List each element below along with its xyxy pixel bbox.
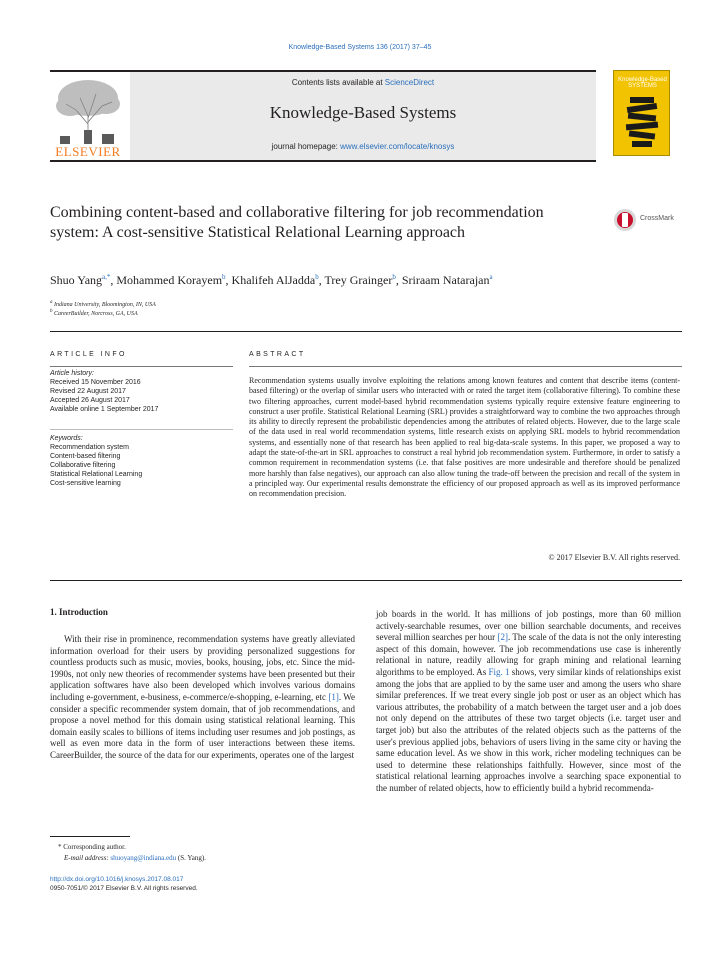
author-name: Sriraam Natarajan <box>401 273 490 287</box>
history-item: Accepted 26 August 2017 <box>50 397 130 404</box>
paragraph <box>376 609 681 795</box>
keyword: Recommendation system <box>50 444 129 451</box>
history-label: Article history: <box>50 370 94 377</box>
email-label: E-mail address: <box>64 854 111 862</box>
divider <box>50 580 682 581</box>
journal-masthead <box>50 70 670 162</box>
contents-prefix: Contents lists available at <box>291 78 385 87</box>
body-column-left <box>50 634 355 762</box>
homepage-link[interactable]: www.elsevier.com/locate/knosys <box>340 142 455 151</box>
keyword: Content-based filtering <box>50 453 121 460</box>
corresponding-author-note: * Corresponding author. <box>58 843 126 851</box>
figure-link[interactable]: Fig. 1 <box>488 666 510 677</box>
keyword: Collaborative filtering <box>50 462 116 469</box>
author-affiliation-mark[interactable]: b <box>392 273 396 281</box>
author-affiliation-mark[interactable]: b <box>222 273 226 281</box>
keyword: Cost-sensitive learning <box>50 480 121 487</box>
author-affiliation-mark[interactable]: a,* <box>102 273 111 281</box>
masthead-bottom-rule <box>50 160 596 162</box>
contents-line <box>130 78 596 87</box>
article-title: Combining content-based and collaborative filtering for job recommendation system: A cost-sensitive Statistical Relational Learning approach <box>50 204 544 241</box>
abstract-copyright: © 2017 Elsevier B.V. All rights reserved. <box>548 553 680 562</box>
doi-link[interactable]: http://dx.doi.org/10.1016/j.knosys.2017.08.017 <box>50 876 184 883</box>
crossmark-icon <box>613 208 637 232</box>
paragraph-text: job boards in the world. It has millions of job postings, more than 60 million actively-searchable resumes, over one billion searchable documents, and receives several million searches per hour <box>376 609 681 643</box>
paragraph-text: . The scale of the data is not the only interesting aspect of this domain, however. The job recommendations use case is inherently relational in nature, readily allowing for graph mining and relational learning algorithms to be employed. As <box>376 632 681 677</box>
doi-block <box>50 875 198 893</box>
journal-citation[interactable]: Knowledge-Based Systems 136 (2017) 37–45 <box>288 44 432 51</box>
keywords-block <box>50 434 233 488</box>
abstract-heading: ABSTRACT <box>249 351 306 358</box>
affiliation-text: CareerBuilder, Norcross, GA, USA <box>54 311 138 317</box>
author-name: Mohammed Korayem <box>116 273 223 287</box>
author-list: Shuo Yang$^{a,*}$, Mohammed Korayem$^b$, Khalifeh AlJadda$^b$, Trey Grainger$^b$, Sriraam Natarajan$^a$ <box>50 273 493 287</box>
divider <box>249 366 682 367</box>
footnote-rule <box>50 836 130 837</box>
author-affiliation-mark[interactable]: a <box>489 273 493 281</box>
email-link[interactable]: shuoyang@indiana.edu <box>110 854 177 862</box>
homepage-line <box>130 142 596 151</box>
divider <box>50 366 233 367</box>
reference-link[interactable]: [2] <box>497 632 508 643</box>
affiliation <box>50 300 156 308</box>
article-history <box>50 369 233 414</box>
history-item: Revised 22 August 2017 <box>50 388 126 395</box>
journal-cover-thumbnail <box>613 70 670 156</box>
keyword: Statistical Relational Learning <box>50 471 143 478</box>
history-item: Available online 1 September 2017 <box>50 406 159 413</box>
paragraph <box>50 634 355 762</box>
sciencedirect-link[interactable]: ScienceDirect <box>384 78 435 87</box>
email-suffix: (S. Yang). <box>176 854 206 862</box>
reference-link[interactable]: [1] <box>328 691 339 702</box>
body-column-right <box>376 609 681 795</box>
journal-name: Knowledge-Based Systems <box>269 103 457 122</box>
crossmark-badge[interactable] <box>613 208 683 232</box>
elsevier-wordmark: ELSEVIER <box>55 144 121 159</box>
author-name: Shuo Yang <box>50 273 103 287</box>
affiliation <box>50 309 138 317</box>
keywords-label: Keywords: <box>50 435 83 442</box>
cover-title: Knowledge-Based SYSTEMS <box>618 77 667 89</box>
footnote <box>50 842 206 864</box>
affiliation-mark: a <box>50 300 53 305</box>
author-name: Khalifeh AlJadda <box>231 273 316 287</box>
author-name: Trey Grainger <box>324 273 393 287</box>
paragraph-text: shows, very similar kinds of relationships exist among the jobs that are applied to by the same user and among the users who share similar preferences. If we treat every single job post or user as an object which has various attributes, the probability of a match between the target user and a job does not only depend on the attributes of these two target objects (i.e. target user and target job) but also the attributes of the related objects such as the patterns of the user's previous applied jobs, behaviors of users living in the same city or having the same education level. As we show in this work, richer modeling techniques can be used to determine these relationships faithfully. However, since most of the statistical relational learning approaches involve a searching space exponential to the number of related objects, how to efficiently build a hybrid recommenda- <box>376 666 681 793</box>
crossmark-label: CrossMark <box>640 215 674 222</box>
section-heading: 1. Introduction <box>50 607 108 617</box>
homepage-prefix: journal homepage: <box>271 142 341 151</box>
email-line <box>50 853 206 864</box>
history-item: Received 15 November 2016 <box>50 379 141 386</box>
article-info-heading: ARTICLE INFO <box>50 351 127 358</box>
paragraph-text: With their rise in prominence, recommendation systems have greatly alleviated information overload for their users by providing personalized suggestions for countless products such as music, movies, books, housing, jobs, etc. Since the mid-1990s, not only new theories of recommender systems have been presented but their application softwares have also been developed which involves various domains including e-government, e-business, e-commerce/e-shopping, e-learning, etc <box>50 634 355 702</box>
paragraph-text: . We consider a specific recommender system domain, that of job recommendations, and propose a novel method for this domain using statistical relational learning. This domain easily scales to billions of items including user resumes and job postings, as well as even more data in the form of user interactions between these items. CareerBuilder, the source of the data for our experiments, operates one of the largest <box>50 691 356 760</box>
abstract-text: Recommendation systems usually involve exploiting the relations among known features and content that describe items (content-based filtering) or the overlap of similar users who interacted with or rated the target item (collaborative filtering). To combine these two filtering approaches, current model-based hybrid recommendation systems typically require extensive feature engineering to construct a user profile. Statistical Relational Learning (SRL) provides a straightforward way to combine the two approaches through its ability to directly represent the probabilistic dependencies among the attributes of related objects. However, due to the large scale of the data used in real world recommendation systems, little research exists on applying SRL models to hybrid recommendation systems, and essentially none of that research has been applied to real big-data-scale systems. In this paper, we proposed a way to adapt the state-of-the-art in SRL approaches to construct a real hybrid job recommendation system. Furthermore, in order to satisfy a common requirement in recommendation systems (i.e. that false positives are more undesirable and therefore should be penalized more harshly than false negatives), our approach can also allow tuning the trade-off between the precision and recall of the system in a principled way. Our experimental results demonstrate the efficiency of our proposed approach as well as its improved performance on recommendation precision. <box>249 376 680 499</box>
divider <box>50 429 233 430</box>
issn-line: 0950-7051/© 2017 Elsevier B.V. All rights reserved. <box>50 885 198 892</box>
divider <box>50 331 682 332</box>
author-affiliation-mark[interactable]: b <box>315 273 319 281</box>
affiliation-text: Indiana University, Bloomington, IN, USA <box>54 302 156 308</box>
affiliation-mark: b <box>50 309 53 314</box>
masthead-top-rule <box>50 70 596 72</box>
corresponding-text: Corresponding author. <box>63 843 126 851</box>
